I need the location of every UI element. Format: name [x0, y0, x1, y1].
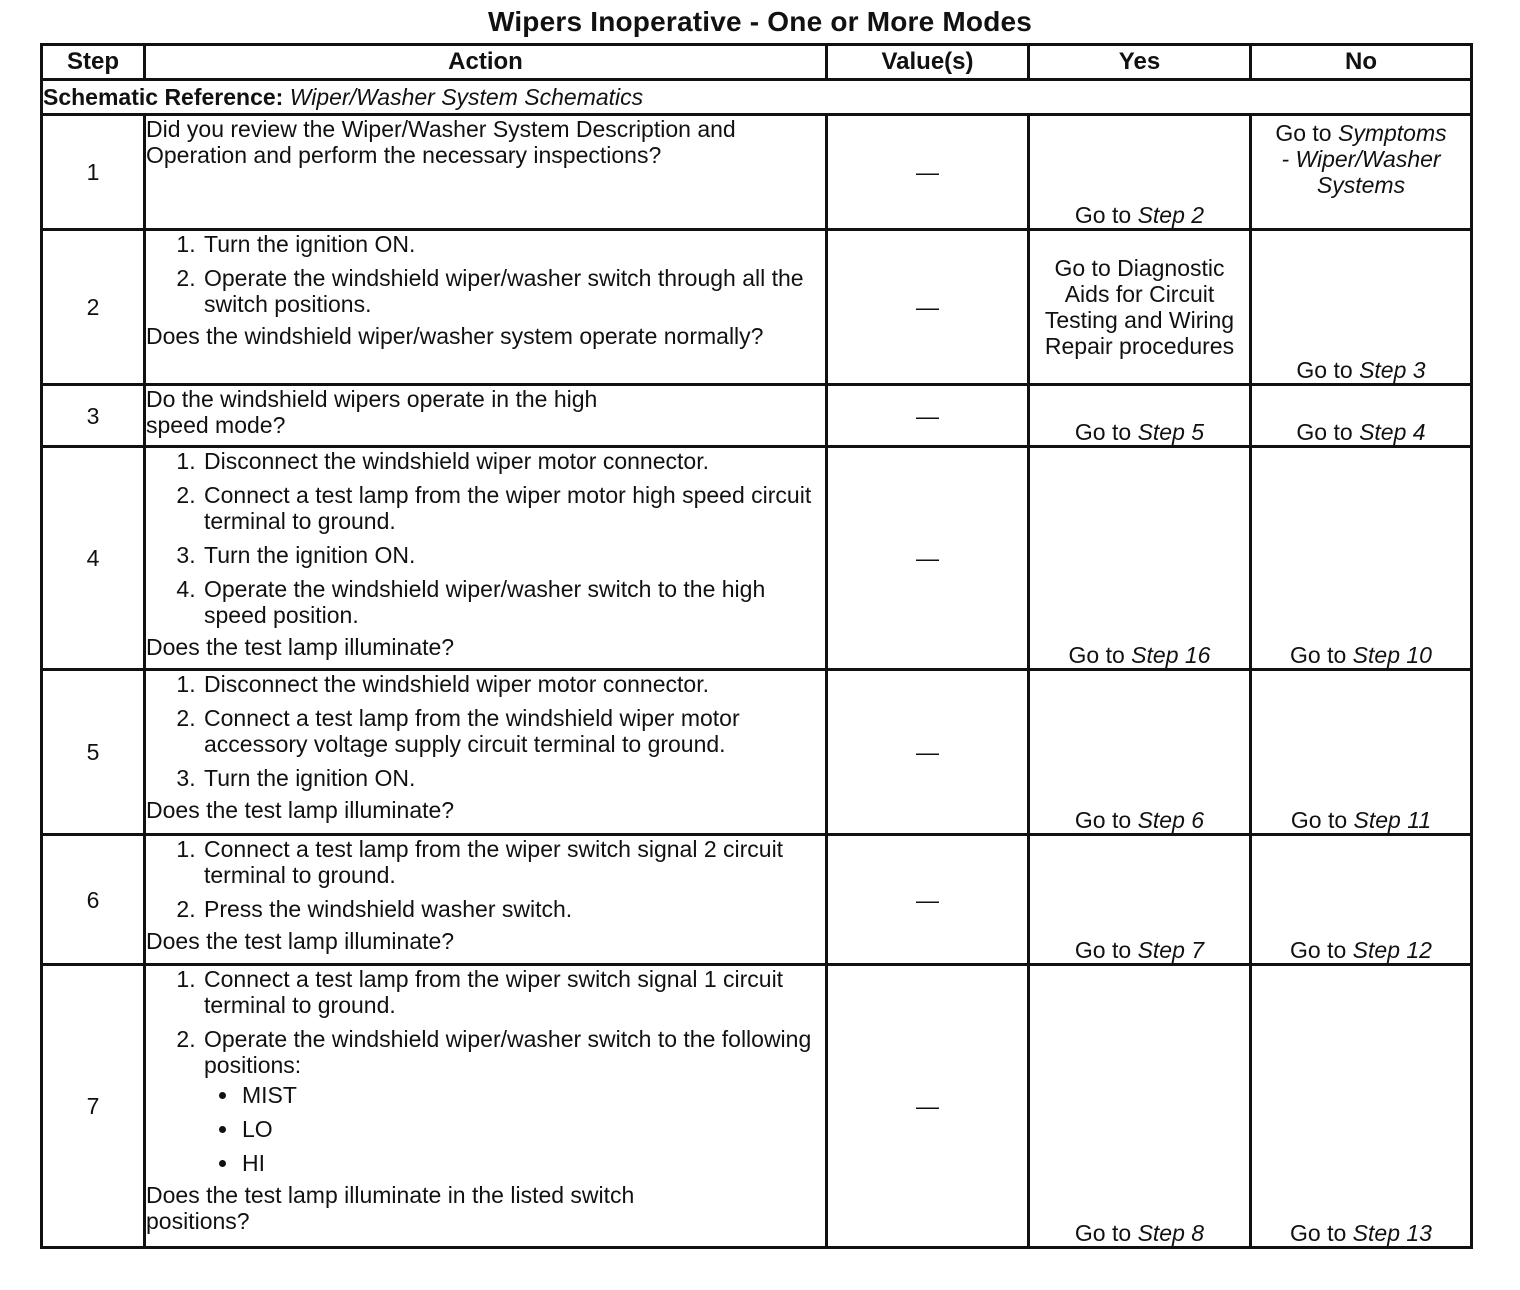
schematic-link[interactable]: Wiper/Washer System Schematics [289, 84, 644, 110]
yes-cell [1029, 670, 1251, 835]
action-step: 1. Connect a test lamp from the wiper switch signal 2 circuit terminal to ground. [202, 836, 825, 888]
action-steps [146, 448, 825, 628]
action-step: 2. Operate the windshield wiper/washer switch through all the switch positions. [202, 265, 825, 317]
table-row [42, 447, 1472, 670]
schematic-reference [42, 80, 1472, 115]
table-row [42, 115, 1472, 230]
schematic-label: Schematic Reference: [43, 84, 284, 110]
action-question: Does the test lamp illuminate? [146, 797, 455, 823]
table-row [42, 835, 1472, 965]
value-cell: — [827, 835, 1029, 965]
value-cell: — [827, 115, 1029, 230]
yes-cell [1029, 115, 1251, 230]
table-row [42, 965, 1472, 1248]
action-steps [146, 836, 825, 922]
action-cell [145, 670, 827, 835]
yes-link[interactable]: Step 8 [1137, 1220, 1205, 1246]
go-to-text: Go to [1290, 1220, 1347, 1246]
action-question: Does the test lamp illuminate? [146, 928, 455, 954]
no-cell [1251, 447, 1472, 670]
go-to-text: Go to [1290, 807, 1348, 833]
step-number: 7 [42, 965, 145, 1248]
step-number: 6 [42, 835, 145, 965]
action-steps [146, 966, 825, 1176]
table-row [42, 385, 1472, 447]
bullet-item: • HI [240, 1150, 825, 1176]
go-to-text: Go to [1074, 807, 1132, 833]
no-cell [1251, 385, 1472, 447]
switch-positions [204, 1082, 825, 1176]
no-link[interactable]: Step 13 [1352, 1220, 1432, 1246]
yes-link[interactable]: Step 16 [1131, 642, 1211, 668]
step-number: 2 [42, 230, 145, 385]
action-question: Do the windshield wipers operate in the high speed mode? [146, 386, 598, 438]
action-step: 1. Disconnect the windshield wiper motor connector. [202, 671, 825, 697]
go-to-text: Go to [1296, 419, 1353, 445]
action-step: 3. Turn the ignition ON. [202, 542, 825, 568]
go-to-text: Go to [1074, 1220, 1132, 1246]
value-cell: — [827, 447, 1029, 670]
no-link[interactable]: Step 12 [1352, 937, 1432, 963]
go-to-text: Go to [1296, 357, 1353, 383]
action-cell [145, 115, 827, 230]
yes-cell [1029, 835, 1251, 965]
no-link[interactable]: - Wiper/Washer Systems [1281, 146, 1441, 198]
bullet-item: • MIST [240, 1082, 825, 1108]
action-step: 2. Connect a test lamp from the windshield wiper motor accessory voltage supply circuit terminal to ground. [202, 705, 825, 757]
go-to-text: Go to [1068, 642, 1125, 668]
action-step: 2. Press the windshield washer switch. [202, 896, 825, 922]
header-values: Value(s) [827, 45, 1029, 80]
action-question: Did you review the Wiper/Washer System Description and Operation and perform the necessary inspections? [146, 116, 736, 168]
action-step: 3. Turn the ignition ON. [202, 765, 825, 791]
no-cell [1251, 965, 1472, 1248]
go-to-text: Go to [1290, 937, 1347, 963]
value-cell: — [827, 385, 1029, 447]
action-cell [145, 230, 827, 385]
no-link[interactable]: Step 11 [1353, 807, 1432, 833]
go-to-text: Go to [1074, 202, 1132, 228]
yes-link[interactable]: Step 7 [1137, 937, 1205, 963]
header-action: Action [145, 45, 827, 80]
no-link[interactable]: Step 3 [1359, 357, 1426, 383]
table-row [42, 670, 1472, 835]
yes-link[interactable]: Step 5 [1137, 419, 1205, 445]
yes-cell [1029, 230, 1251, 385]
value-cell: — [827, 670, 1029, 835]
go-to-text: Go to [1074, 937, 1132, 963]
step-number: 5 [42, 670, 145, 835]
action-step: 2. Connect a test lamp from the wiper motor high speed circuit terminal to ground. [202, 482, 825, 534]
no-cell [1251, 115, 1472, 230]
schematic-row [42, 80, 1472, 115]
yes-link[interactable]: Step 2 [1137, 202, 1205, 228]
value-cell: — [827, 230, 1029, 385]
yes-cell [1029, 965, 1251, 1248]
action-step [202, 1026, 825, 1176]
yes-cell [1029, 385, 1251, 447]
diagnostic-table [40, 43, 1473, 1249]
action-step-text: Operate the windshield wiper/washer switch to the following positions: [204, 1026, 812, 1078]
no-link[interactable]: Step 10 [1352, 642, 1432, 668]
no-link[interactable]: Step 4 [1359, 419, 1426, 445]
go-to-text: Go to [1290, 642, 1347, 668]
action-question: Does the test lamp illuminate? [146, 634, 455, 660]
no-cell [1251, 835, 1472, 965]
action-step: 1. Connect a test lamp from the wiper switch signal 1 circuit terminal to ground. [202, 966, 825, 1018]
action-cell [145, 385, 827, 447]
action-cell [145, 835, 827, 965]
step-number: 4 [42, 447, 145, 670]
yes-link[interactable]: Go to Diagnostic Aids for Circuit Testing and Wiring Repair procedures [1044, 255, 1235, 359]
value-cell: — [827, 965, 1029, 1248]
header-row [42, 45, 1472, 80]
action-cell [145, 447, 827, 670]
header-yes: Yes [1029, 45, 1251, 80]
action-question: Does the test lamp illuminate in the listed switch positions? [146, 1182, 635, 1234]
action-cell [145, 965, 827, 1248]
step-number: 3 [42, 385, 145, 447]
go-to-text: Go to [1275, 120, 1332, 146]
action-question: Does the windshield wiper/washer system operate normally? [146, 323, 764, 349]
no-cell [1251, 670, 1472, 835]
action-steps [146, 671, 825, 791]
step-number: 1 [42, 115, 145, 230]
action-steps [146, 231, 825, 317]
no-link[interactable]: Symptoms [1338, 120, 1447, 146]
go-to-text: Go to [1074, 419, 1132, 445]
header-step: Step [42, 45, 145, 80]
no-cell [1251, 230, 1472, 385]
action-step: 4. Operate the windshield wiper/washer switch to the high speed position. [202, 576, 825, 628]
action-step: 1. Turn the ignition ON. [202, 231, 825, 257]
bullet-item: • LO [240, 1116, 825, 1142]
action-step: 1. Disconnect the windshield wiper motor connector. [202, 448, 825, 474]
header-no: No [1251, 45, 1472, 80]
page-title: Wipers Inoperative - One or More Modes [487, 6, 1033, 37]
table-row [42, 230, 1472, 385]
yes-cell [1029, 447, 1251, 670]
yes-link[interactable]: Step 6 [1137, 807, 1205, 833]
